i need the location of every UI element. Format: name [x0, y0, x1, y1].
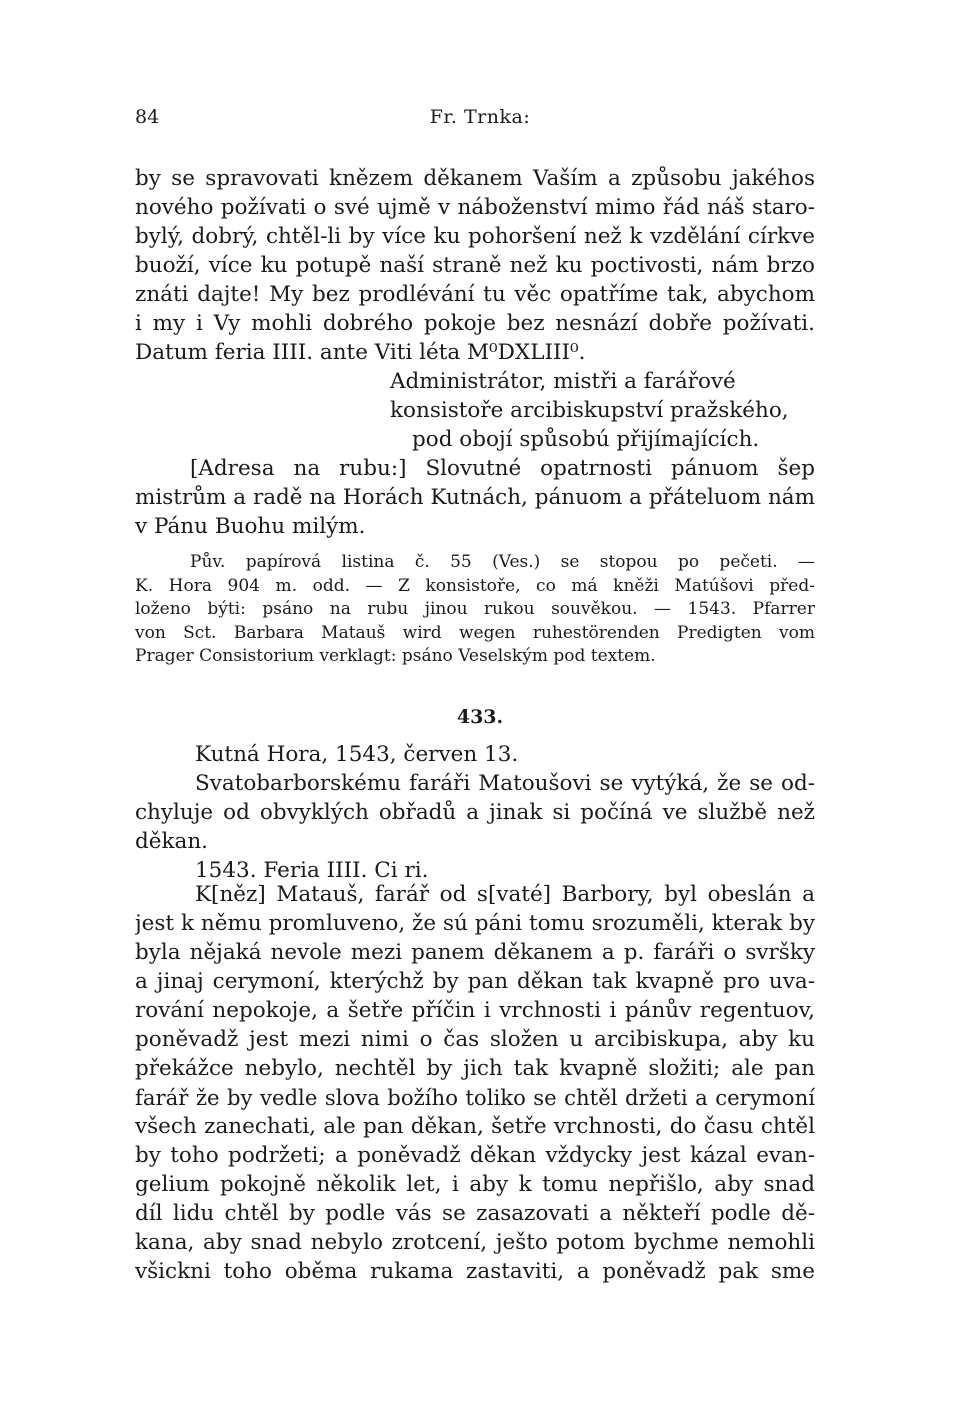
summary-line: děkan. [135, 829, 209, 854]
summary-line: Svatobarborskému faráři Matoušovi se vytýká, že se od- [195, 771, 815, 796]
record-date: 1543. Feria IIII. Ci ri. [195, 858, 429, 883]
text-line: všech zanechati, ale pan děkan, šetře vrchnosti, do času chtěl [135, 1114, 815, 1139]
text-line: gelium pokojně několik let, i aby k tomu nepřišlo, aby snad [135, 1172, 815, 1197]
source-note-line: loženo býti: psáno na rubu jinou rukou souvěkou. — 1543. Pfarrer [135, 599, 815, 619]
text-line: jest k němu promluveno, že sú páni tomu srozuměli, kterak by [135, 911, 815, 936]
signature-line: pod obojí spůsobú přijímajících. [412, 427, 760, 452]
text-line: buoží, více ku potupě naší straně než ku poctivosti, nám brzo [135, 253, 815, 278]
page-header [135, 106, 825, 136]
text-line: K[něz] Matauš, farář od s[vaté] Barbory, byl obeslán a [195, 882, 815, 907]
text-line: byla nějaká nevole mezi panem děkanem a p. faráři o svršky [135, 940, 815, 965]
document-header [135, 740, 815, 885]
text-line: farář že by vedle slova božího toliko se chtěl držeti a cerymoní [135, 1085, 815, 1110]
source-note [135, 551, 815, 669]
text-line: překážce nebylo, nechtěl by jich tak kvapně složiti; ale pan [135, 1056, 815, 1081]
source-note-line: Prager Consistorium verklagt: psáno Veselským pod textem. [135, 646, 656, 666]
address-note [135, 454, 815, 541]
source-note-line: von Sct. Barbara Matauš wird wegen ruhestörenden Predigten vom [135, 622, 815, 643]
text-line: bylý, dobrý, chtěl-li by více ku pohoršení než k vzdělání církve [135, 224, 815, 249]
text-line: nového požívati o své ujmě v náboženství mimo řád náš staro- [135, 195, 815, 220]
text-line: Datum feria IIII. ante Viti léta M⁰DXLIII⁰. [135, 340, 586, 365]
continued-letter-text [135, 164, 815, 367]
dateline: Kutná Hora, 1543, červen 13. [195, 742, 519, 767]
text-line: poněvadž jest mezi nimi o čas složen u arcibiskupa, aby ku [135, 1027, 815, 1052]
text-line: i my i Vy mohli dobrého pokoje bez nesnází dobře požívati. [135, 311, 815, 336]
address-line: mistrům a radě na Horách Kutnách, pánuom a přáteluom nám [135, 485, 815, 510]
document-number: 433. [456, 706, 504, 728]
text-line: by se spravovati knězem děkanem Vaším a způsobu jakéhos [135, 166, 815, 191]
source-note-line: K. Hora 904 m. odd. — Z konsistoře, co má kněži Matúšovi před- [135, 575, 815, 596]
address-line: [Adresa na rubu:] Slovutné opatrnosti pánuom šep [190, 456, 815, 481]
text-line: rování nepokoje, a šetře příčin i vrchnosti i pánův regentuov, [135, 998, 815, 1023]
running-head: Fr. Trnka: [429, 106, 531, 128]
source-note-line: Pův. papírová listina č. 55 (Ves.) se stopou po pečeti. — [190, 552, 815, 572]
text-line: by toho podržeti; a poněvadž děkan vždycky jest kázal evan- [135, 1143, 815, 1168]
signature-block [390, 367, 810, 454]
text-line: a jinaj cerymoní, kterýchž by pan děkan tak kvapně pro uva- [135, 969, 815, 994]
address-line: v Pánu Buohu milým. [135, 514, 366, 539]
signature-line: konsistoře arcibiskupství pražského, [390, 398, 789, 423]
text-line: kana, aby snad nebylo zrotcení, ješto potom bychme nemohli [135, 1230, 815, 1255]
signature-line: Administrátor, mistři a farářové [390, 369, 736, 394]
page-number: 84 [135, 106, 160, 128]
text-line: všickni toho oběma rukama zastaviti, a poněvadž pak sme [135, 1259, 815, 1284]
summary-line: chyluje od obvyklých obřadů a jinak si počíná ve službě než [135, 800, 815, 825]
text-line: znáti dajte! My bez prodlévání tu věc opatříme tak, abychom [135, 282, 815, 307]
text-line: díl lidu chtěl by podle vás se zasazovati a někteří podle dě- [135, 1201, 815, 1226]
main-text [135, 880, 815, 1286]
